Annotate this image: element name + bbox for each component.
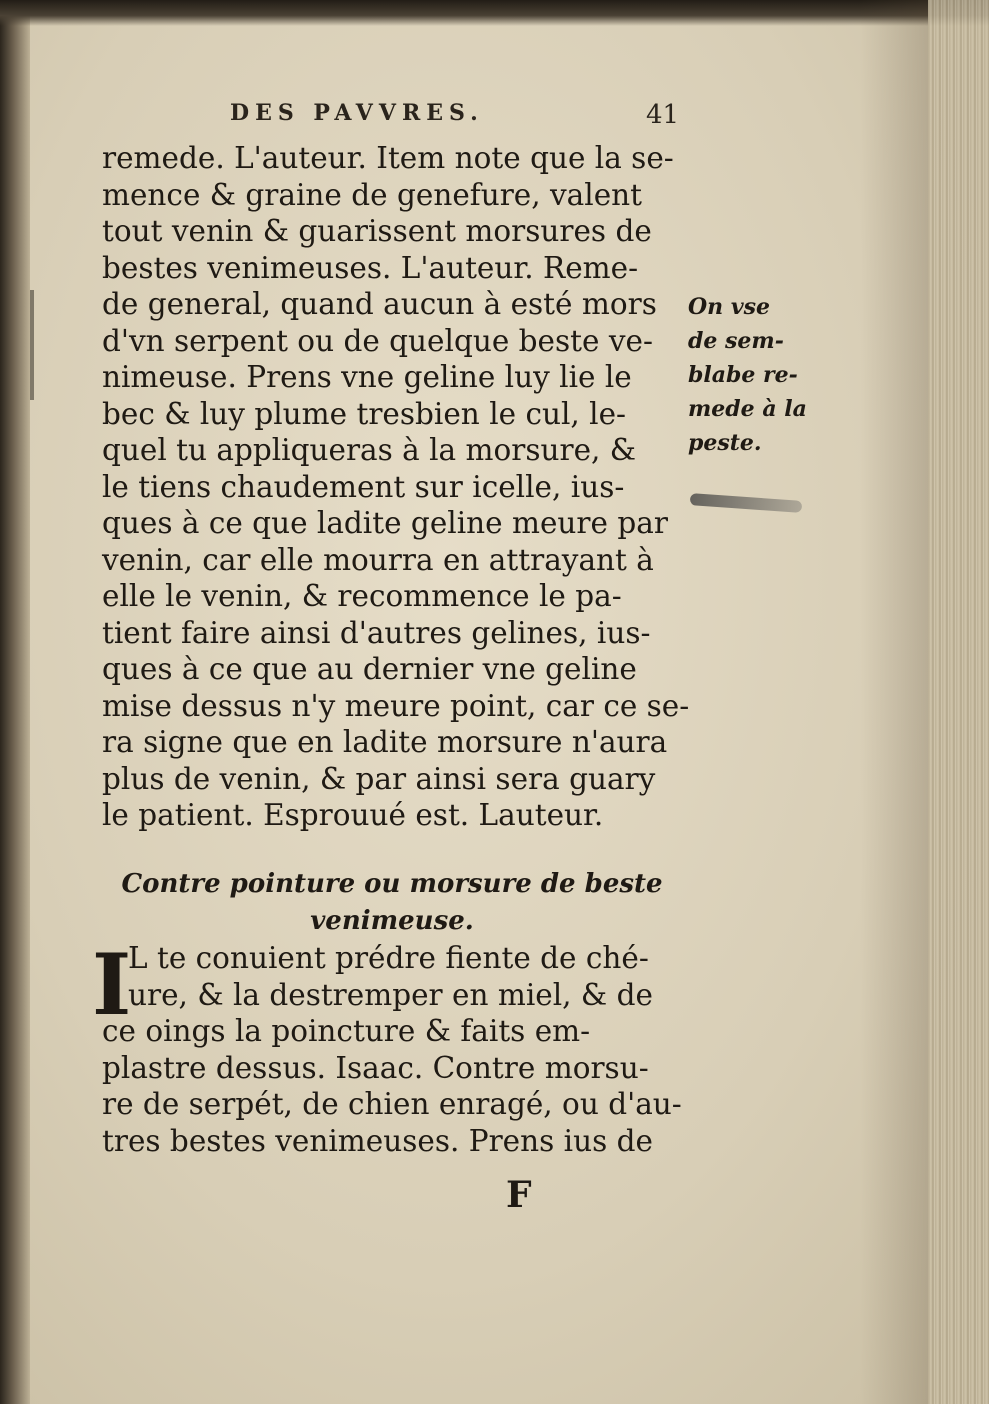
text-line: ure, & la destremper en miel, & de	[128, 977, 653, 1012]
margin-note-line: de sem-	[688, 328, 784, 354]
paragraph-block	[102, 940, 682, 1159]
page-top-shadow	[0, 0, 989, 26]
text-line: elle le venin, & recommence le pa-	[102, 579, 622, 613]
text-line: plus de venin, & par ainsi sera guary	[102, 761, 656, 796]
text-line: nimeuse. Prens vne geline luy lie le	[102, 360, 632, 394]
text-line: ques à ce que ladite geline meure par	[102, 506, 668, 540]
drop-capital: I	[92, 935, 132, 1034]
text-line: le tiens chaudement sur icelle, ius-	[102, 469, 625, 504]
text-line: remede. L'auteur. Item note que la se-	[102, 141, 674, 175]
pencil-underline-mark	[690, 493, 803, 513]
text-line: bestes venimeuses. L'auteur. Reme-	[102, 250, 639, 285]
running-title: DES PAVVRES.	[230, 100, 484, 126]
margin-note-line: blabe re-	[688, 362, 798, 388]
text-line: plastre dessus. Isaac. Contre morsu-	[102, 1050, 649, 1085]
text-line: mise dessus n'y meure point, car ce se-	[102, 688, 690, 723]
text-line: mence & graine de genefure, valent	[102, 177, 643, 212]
book-binding-edge	[0, 0, 30, 1404]
text-line: quel tu appliqueras à la morsure, &	[102, 433, 637, 467]
text-line: bec & luy plume tresbien le cul, le-	[102, 396, 627, 431]
margin-note-line: peste.	[688, 430, 762, 456]
text-line: tout venin & guarissent morsures de	[102, 214, 652, 248]
section-title-line: Contre pointure ou morsure de beste	[121, 869, 663, 899]
text-line: tient faire ainsi d'autres gelines, ius-	[102, 615, 651, 650]
section-title	[102, 866, 682, 939]
page-gutter-shadow	[860, 0, 930, 1404]
text-line: tres bestes venimeuses. Prens ius de	[102, 1123, 653, 1158]
page-stack-edge	[928, 0, 989, 1404]
body-text-block	[102, 140, 690, 834]
text-line: re de serpét, de chien enragé, ou d'au-	[102, 1087, 682, 1121]
text-line: ques à ce que au dernier vne geline	[102, 652, 637, 686]
text-line: de general, quand aucun à esté mors	[102, 287, 657, 321]
signature-mark: F	[506, 1174, 532, 1216]
text-line: venin, car elle mourra en attrayant à	[102, 542, 654, 577]
text-line: ce oings la poincture & faits em-	[102, 1014, 591, 1048]
margin-line-mark	[30, 290, 34, 400]
text-line: ra signe que en ladite morsure n'aura	[102, 725, 668, 759]
page-number: 41	[646, 100, 680, 130]
section-title-line: venimeuse.	[310, 905, 474, 936]
margin-note	[688, 290, 818, 460]
text-line: L te conuient prédre fiente de ché-	[128, 941, 649, 975]
margin-note-line: On vse	[688, 294, 770, 320]
text-line: d'vn serpent ou de quelque beste ve-	[102, 323, 653, 358]
text-line: le patient. Esprouué est. Lauteur.	[102, 798, 604, 832]
margin-note-line: mede à la	[688, 396, 807, 422]
